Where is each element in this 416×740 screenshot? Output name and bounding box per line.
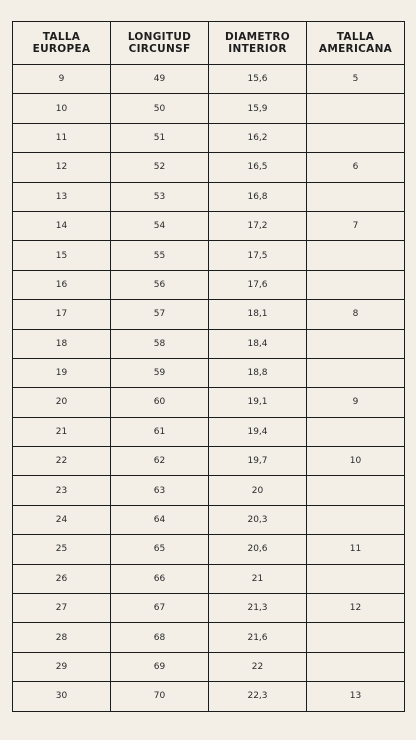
cell-talla-europea: 30 xyxy=(13,682,111,711)
cell-diametro: 17,6 xyxy=(209,270,307,299)
cell-talla-americana: 7 xyxy=(307,211,405,240)
cell-talla-americana: 12 xyxy=(307,594,405,623)
cell-longitud: 57 xyxy=(111,300,209,329)
header-line: CIRCUNSF xyxy=(128,43,191,55)
table-row xyxy=(13,476,405,505)
cell-talla-americana xyxy=(307,241,405,270)
cell-talla-europea: 20 xyxy=(13,388,111,417)
cell-talla-europea: 14 xyxy=(13,211,111,240)
table-row xyxy=(13,388,405,417)
cell-longitud: 59 xyxy=(111,358,209,387)
cell-diametro: 18,1 xyxy=(209,300,307,329)
cell-diametro: 20 xyxy=(209,476,307,505)
cell-talla-americana xyxy=(307,329,405,358)
cell-talla-americana: 5 xyxy=(307,65,405,94)
cell-talla-americana: 9 xyxy=(307,388,405,417)
cell-talla-americana xyxy=(307,417,405,446)
table-row xyxy=(13,270,405,299)
cell-talla-europea: 18 xyxy=(13,329,111,358)
cell-diametro: 21,3 xyxy=(209,594,307,623)
cell-longitud: 70 xyxy=(111,682,209,711)
cell-diametro: 19,4 xyxy=(209,417,307,446)
cell-longitud: 53 xyxy=(111,182,209,211)
cell-talla-americana: 13 xyxy=(307,682,405,711)
cell-diametro: 18,4 xyxy=(209,329,307,358)
table-row xyxy=(13,94,405,123)
cell-longitud: 58 xyxy=(111,329,209,358)
header-line: DIAMETRO xyxy=(225,31,290,43)
cell-talla-europea: 13 xyxy=(13,182,111,211)
cell-talla-europea: 15 xyxy=(13,241,111,270)
cell-longitud: 54 xyxy=(111,211,209,240)
cell-talla-americana xyxy=(307,505,405,534)
cell-longitud: 56 xyxy=(111,270,209,299)
cell-diametro: 22 xyxy=(209,652,307,681)
table-row xyxy=(13,682,405,711)
table-row xyxy=(13,447,405,476)
table-row xyxy=(13,505,405,534)
table-row xyxy=(13,564,405,593)
cell-talla-americana: 11 xyxy=(307,535,405,564)
cell-talla-americana xyxy=(307,94,405,123)
cell-talla-americana xyxy=(307,182,405,211)
cell-longitud: 67 xyxy=(111,594,209,623)
table-row xyxy=(13,153,405,182)
cell-talla-europea: 10 xyxy=(13,94,111,123)
cell-diametro: 17,2 xyxy=(209,211,307,240)
cell-diametro: 15,6 xyxy=(209,65,307,94)
cell-diametro: 15,9 xyxy=(209,94,307,123)
table-row xyxy=(13,65,405,94)
cell-talla-americana xyxy=(307,358,405,387)
cell-longitud: 64 xyxy=(111,505,209,534)
cell-talla-europea: 21 xyxy=(13,417,111,446)
cell-talla-europea: 11 xyxy=(13,123,111,152)
header-talla-europea xyxy=(13,22,111,65)
table-row xyxy=(13,417,405,446)
cell-talla-europea: 16 xyxy=(13,270,111,299)
table-row xyxy=(13,182,405,211)
table-header xyxy=(13,22,405,65)
cell-talla-europea: 29 xyxy=(13,652,111,681)
header-line: AMERICANA xyxy=(318,43,393,55)
cell-longitud: 55 xyxy=(111,241,209,270)
table-row xyxy=(13,358,405,387)
cell-talla-americana xyxy=(307,270,405,299)
table-row xyxy=(13,211,405,240)
cell-diametro: 16,5 xyxy=(209,153,307,182)
cell-talla-europea: 25 xyxy=(13,535,111,564)
cell-talla-americana xyxy=(307,652,405,681)
ring-size-table xyxy=(12,21,405,712)
cell-talla-europea: 19 xyxy=(13,358,111,387)
cell-talla-americana xyxy=(307,476,405,505)
table-row xyxy=(13,329,405,358)
table-row xyxy=(13,535,405,564)
cell-diametro: 21,6 xyxy=(209,623,307,652)
cell-diametro: 18,8 xyxy=(209,358,307,387)
cell-longitud: 66 xyxy=(111,564,209,593)
header-line: TALLA xyxy=(42,31,81,43)
table-row xyxy=(13,241,405,270)
cell-longitud: 61 xyxy=(111,417,209,446)
cell-longitud: 68 xyxy=(111,623,209,652)
header-line: EUROPEA xyxy=(32,43,91,55)
cell-talla-americana: 6 xyxy=(307,153,405,182)
cell-talla-europea: 12 xyxy=(13,153,111,182)
cell-diametro: 22,3 xyxy=(209,682,307,711)
cell-longitud: 69 xyxy=(111,652,209,681)
cell-diametro: 21 xyxy=(209,564,307,593)
cell-talla-europea: 26 xyxy=(13,564,111,593)
cell-talla-europea: 23 xyxy=(13,476,111,505)
cell-diametro: 20,3 xyxy=(209,505,307,534)
cell-talla-americana: 8 xyxy=(307,300,405,329)
cell-longitud: 49 xyxy=(111,65,209,94)
cell-talla-europea: 28 xyxy=(13,623,111,652)
cell-longitud: 65 xyxy=(111,535,209,564)
header-longitud-circunsf xyxy=(111,22,209,65)
table-row xyxy=(13,623,405,652)
cell-talla-americana xyxy=(307,123,405,152)
header-talla-americana xyxy=(307,22,405,65)
table-row xyxy=(13,652,405,681)
cell-talla-europea: 27 xyxy=(13,594,111,623)
cell-talla-americana xyxy=(307,623,405,652)
cell-talla-americana: 10 xyxy=(307,447,405,476)
cell-talla-europea: 9 xyxy=(13,65,111,94)
header-row xyxy=(13,22,405,65)
cell-diametro: 16,8 xyxy=(209,182,307,211)
table-row xyxy=(13,123,405,152)
cell-diametro: 17,5 xyxy=(209,241,307,270)
header-line: TALLA xyxy=(336,31,375,43)
cell-longitud: 62 xyxy=(111,447,209,476)
header-line: LONGITUD xyxy=(127,31,192,43)
table-row xyxy=(13,300,405,329)
cell-longitud: 52 xyxy=(111,153,209,182)
header-diametro-interior xyxy=(209,22,307,65)
cell-diametro: 19,1 xyxy=(209,388,307,417)
cell-talla-europea: 24 xyxy=(13,505,111,534)
cell-diametro: 19,7 xyxy=(209,447,307,476)
cell-talla-americana xyxy=(307,564,405,593)
cell-longitud: 51 xyxy=(111,123,209,152)
cell-longitud: 50 xyxy=(111,94,209,123)
cell-talla-europea: 17 xyxy=(13,300,111,329)
cell-diametro: 16,2 xyxy=(209,123,307,152)
table-row xyxy=(13,594,405,623)
cell-diametro: 20,6 xyxy=(209,535,307,564)
cell-longitud: 63 xyxy=(111,476,209,505)
cell-talla-europea: 22 xyxy=(13,447,111,476)
cell-longitud: 60 xyxy=(111,388,209,417)
header-line: INTERIOR xyxy=(228,43,287,55)
table-body xyxy=(13,65,405,712)
